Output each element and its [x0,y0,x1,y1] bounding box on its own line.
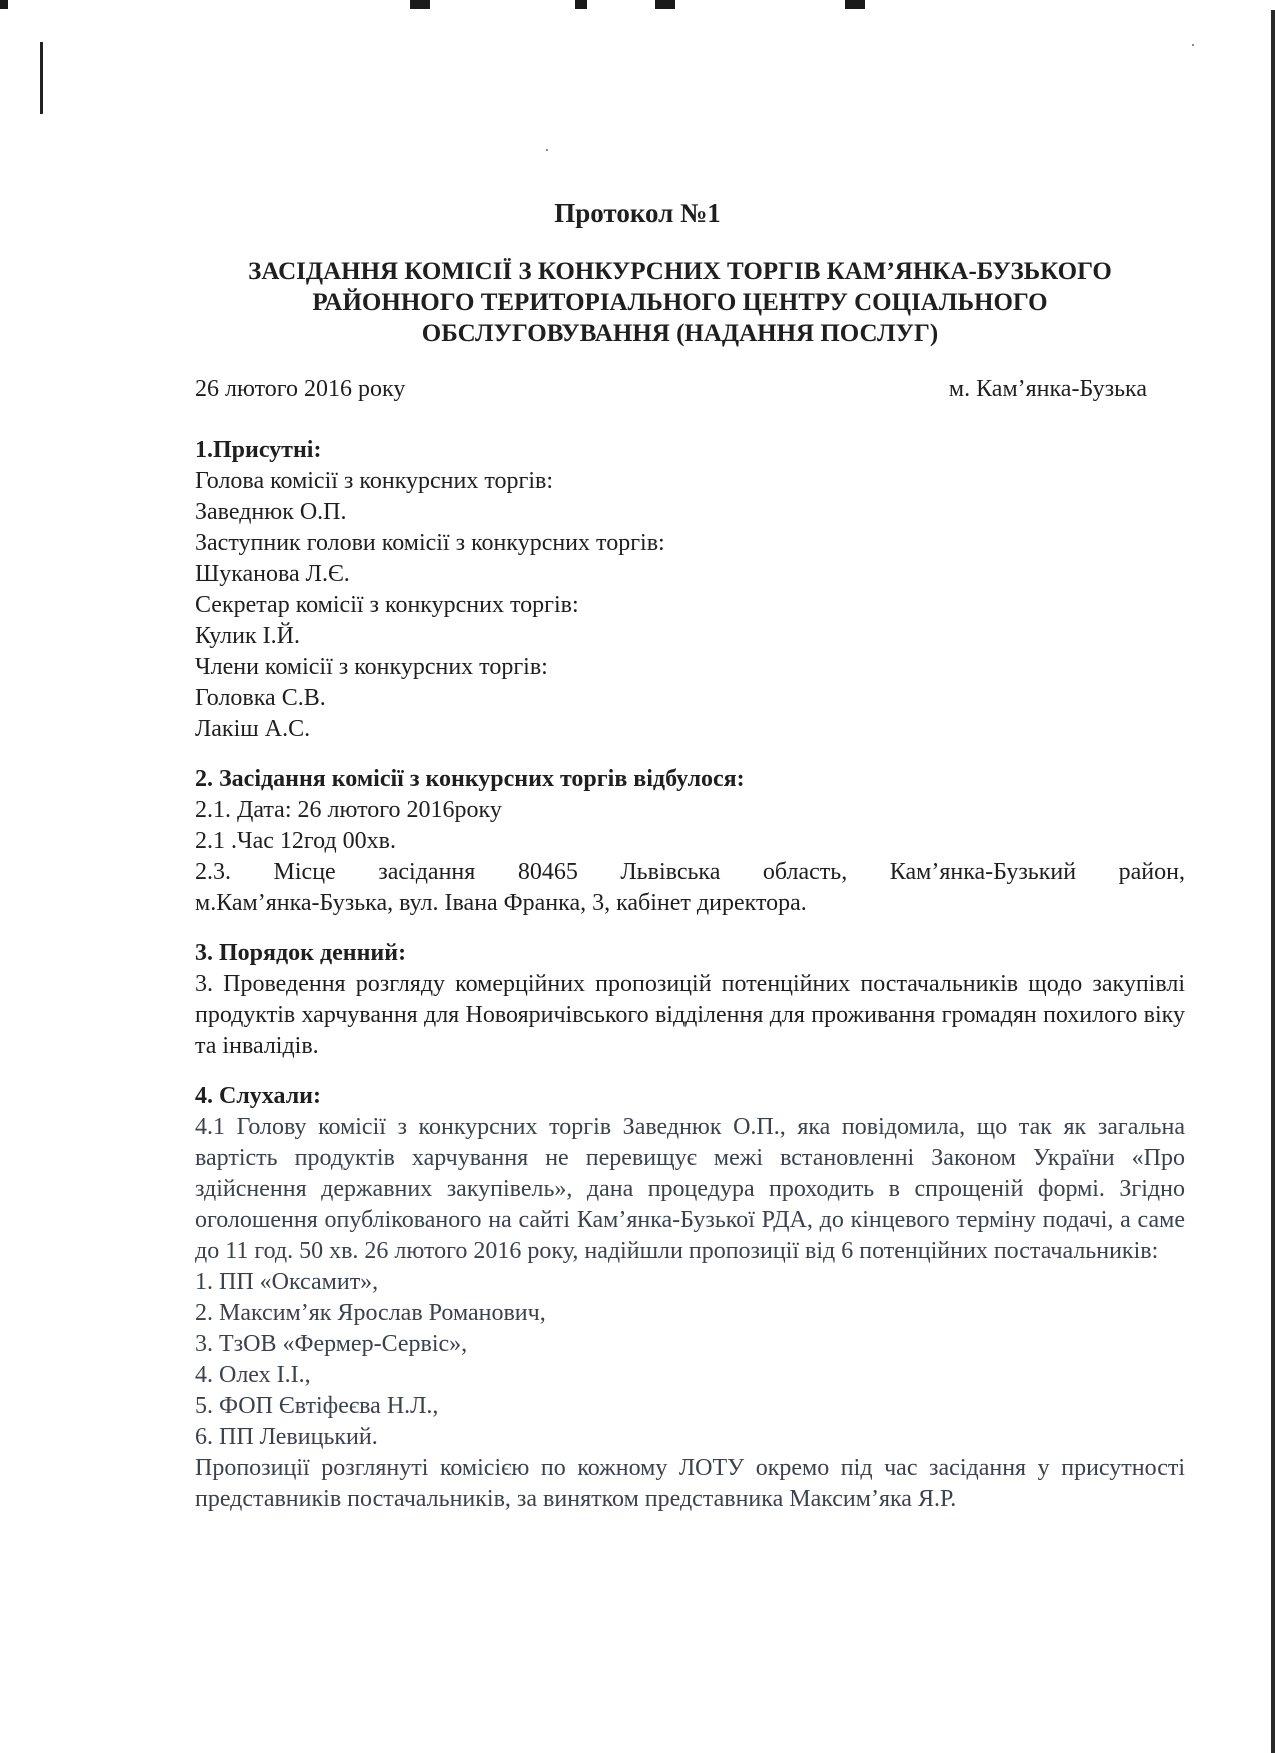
heading-line: ОБСЛУГОВУВАННЯ (НАДАННЯ ПОСЛУГ) [421,320,939,347]
document-date: 26 лютого 2016 року [195,376,406,402]
list-item: 1. ПП «Оксамит», [195,1269,379,1295]
section-title: 4. Слухали: [195,1083,321,1109]
attendee-line: Лакіш А.С. [195,716,311,742]
scan-top-edge [0,0,1275,9]
list-item: 3. ТзОВ «Фермер-Сервіс», [195,1331,468,1357]
scan-speck [546,149,548,151]
attendee-line: Голова комісії з конкурсних торгів: [195,468,554,494]
list-item: 2. Максим’як Ярослав Романович, [195,1300,546,1326]
heard-closing: Пропозиції розглянуті комісією по кожному ЛОТУ окремо під час засідання у присутності представників постачальників, за винятком представника Максим’яка Я.Р. [195,1455,1185,1512]
section-meeting [195,764,1185,919]
date-place-row [195,376,1147,403]
meeting-date: 2.1. Дата: 26 лютого 2016року [195,797,502,823]
agenda-text: 3. Проведення розгляду комерційних пропозицій потенційних постачальників щодо закупівлі продуктів харчування для Новояричівського відділення для проживання громадян похилого віку та інвалідів. [195,971,1185,1059]
scan-right-edge [1271,10,1275,1753]
list-item: 6. ПП Левицький. [195,1424,378,1450]
section-agenda [195,938,1185,1062]
attendee-line: Шуканова Л.Є. [195,561,350,587]
document-heading [180,256,1180,349]
heading-line: ЗАСІДАННЯ КОМІСІЇ З КОНКУРСНИХ ТОРГІВ КАМ’ЯНКА-БУЗЬКОГО [248,258,1112,285]
supplier-list [195,1267,1185,1453]
section-present [195,435,1185,745]
heading-line: РАЙОННОГО ТЕРИТОРІАЛЬНОГО ЦЕНТРУ СОЦІАЛЬНОГО [312,289,1048,316]
document-place: м. Кам’янка-Бузька [948,376,1147,402]
list-item: 4. Олех І.І., [195,1362,311,1388]
document-title: Протокол №1 [554,198,721,228]
list-item: 5. ФОП Євтіфеєва Н.Л., [195,1393,439,1419]
section-heard [195,1081,1185,1515]
section-title: 3. Порядок денний: [195,940,407,966]
scan-speck [1192,44,1194,46]
meeting-place-line: 2.3. Місце засідання 80465 Львівська область, Кам’янка-Бузький район, [195,859,1185,885]
meeting-place-line: м.Кам’янка-Бузька, вул. Івана Франка, 3, кабінет директора. [195,890,807,916]
section-title: 2. Засідання комісії з конкурсних торгів відбулося: [195,766,745,792]
attendee-line: Заведнюк О.П. [195,499,347,525]
section-title: 1.Присутні: [195,437,322,463]
attendee-line: Кулик І.Й. [195,623,300,649]
attendee-line: Заступник голови комісії з конкурсних торгів: [195,530,665,556]
document-body [195,435,1185,1515]
heard-intro: 4.1 Голову комісії з конкурсних торгів Заведнюк О.П., яка повідомила, що так як загальна вартість продуктів харчування не перевищує межі встановленні Законом України «Про здійснення державних закупівель», дана процедура проходить в спрощеній формі. Згідно оголошення опублікованого на сайті Кам’янка-Бузької РДА, до кінцевого терміну подачі, а саме до 11 год. 50 хв. 26 лютого 2016 року, надійшли пропозиції від 6 потенційних постачальників: [195,1114,1185,1264]
attendee-line: Члени комісії з конкурсних торгів: [195,654,548,680]
scan-margin-mark [40,42,43,114]
attendee-line: Секретар комісії з конкурсних торгів: [195,592,579,618]
attendee-line: Головка С.В. [195,685,326,711]
meeting-time: 2.1 .Час 12год 00хв. [195,828,396,854]
